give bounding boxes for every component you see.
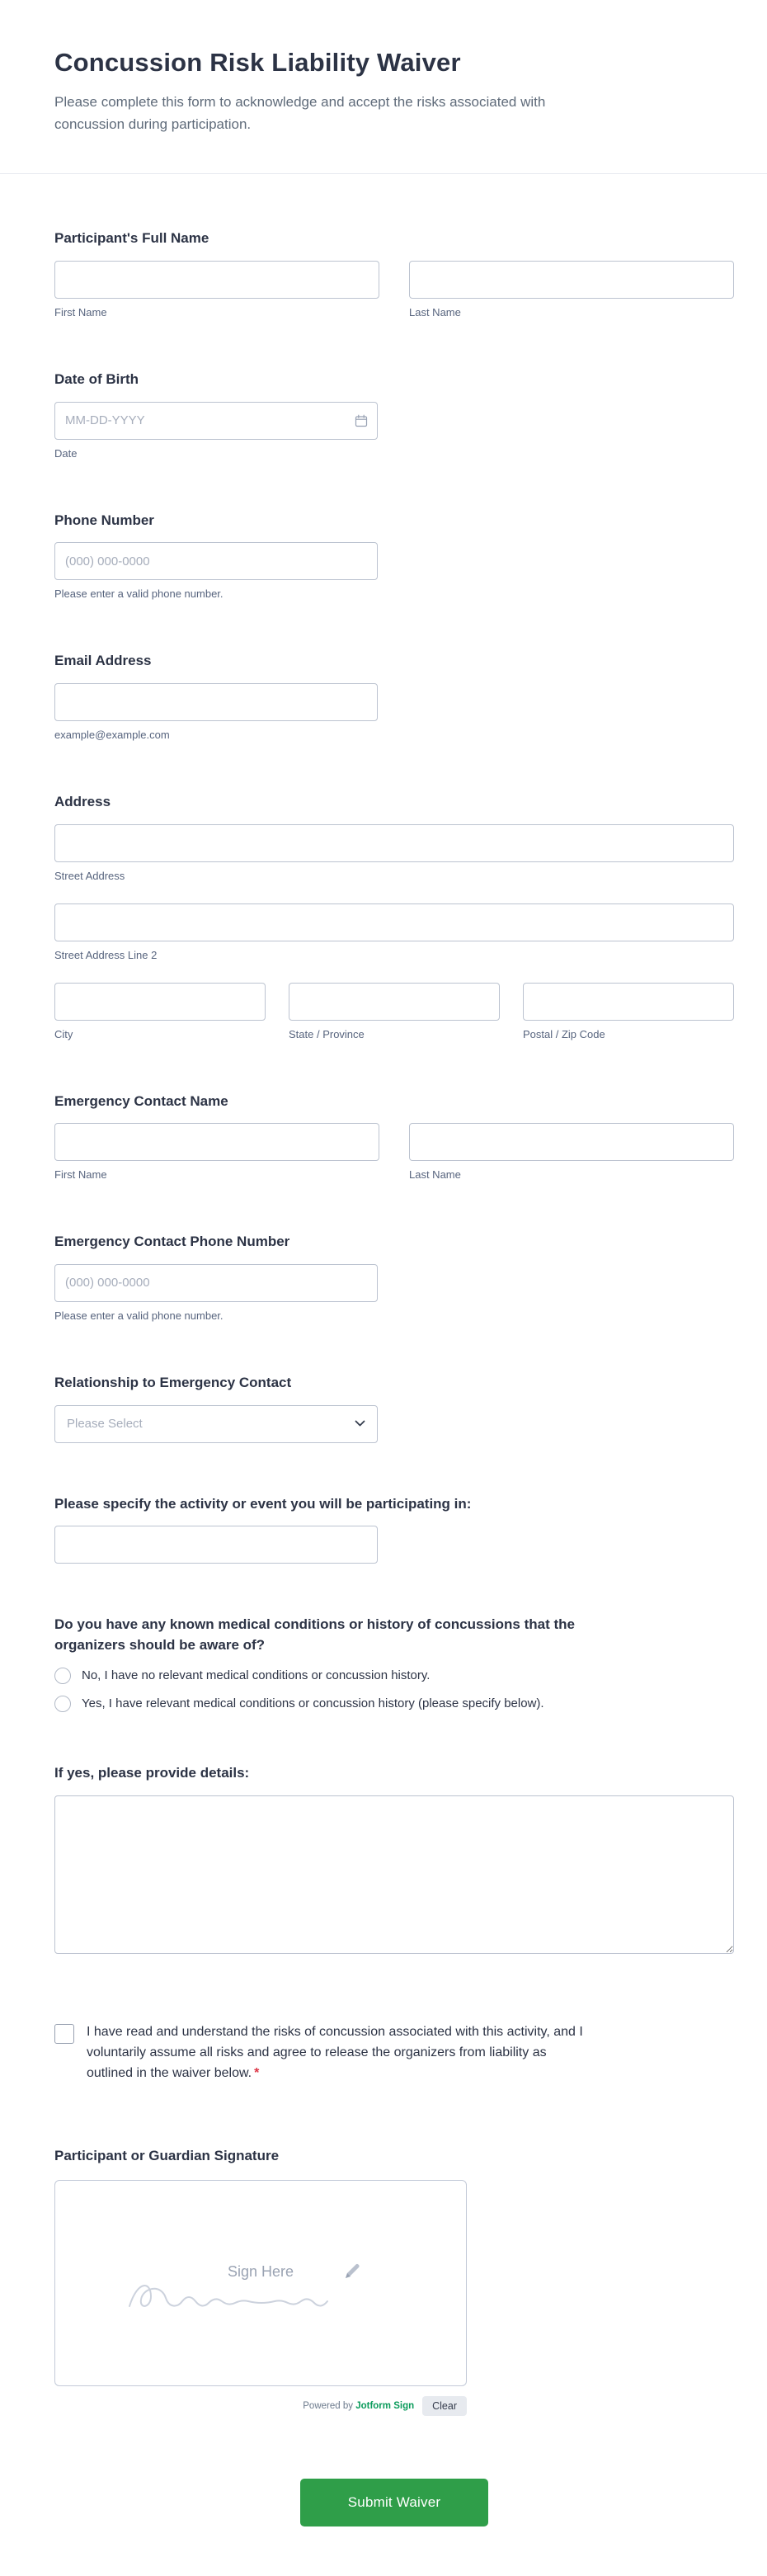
emergency-first-name-input[interactable] xyxy=(54,1123,379,1161)
state-input[interactable] xyxy=(289,983,500,1021)
street-address-field xyxy=(54,824,734,882)
full-name-label: Participant's Full Name xyxy=(54,230,209,247)
relationship-select[interactable] xyxy=(54,1405,378,1443)
last-name-sublabel: Last Name xyxy=(409,306,461,319)
emergency-last-name-field xyxy=(409,1123,734,1181)
relationship-select-value: Please Select xyxy=(67,1417,143,1431)
form-body xyxy=(0,174,767,2576)
zip-field xyxy=(523,983,734,1040)
email-label: Email Address xyxy=(54,653,152,669)
medical-option-no[interactable] xyxy=(54,1667,734,1684)
medical-option-yes-label: Yes, I have relevant medical conditions or concussion history (please specify below). xyxy=(82,1696,544,1711)
dob-label: Date of Birth xyxy=(54,371,139,388)
emergency-name-label: Emergency Contact Name xyxy=(54,1092,228,1109)
form-title: Concussion Risk Liability Waiver xyxy=(54,48,461,77)
question-phone xyxy=(54,511,734,601)
dob-input[interactable] xyxy=(54,402,378,440)
question-relationship xyxy=(54,1373,734,1443)
details-textarea[interactable] xyxy=(54,1795,734,1954)
zip-sublabel: Postal / Zip Code xyxy=(523,1027,605,1040)
city-sublabel: City xyxy=(54,1027,73,1040)
first-name-input[interactable] xyxy=(54,261,379,299)
submit-row xyxy=(54,2479,734,2543)
emergency-phone-helper: Please enter a valid phone number. xyxy=(54,1309,224,1322)
state-sublabel: State / Province xyxy=(289,1027,365,1040)
phone-helper: Please enter a valid phone number. xyxy=(54,587,224,601)
medical-option-no-label: No, I have no relevant medical conditions or concussion history. xyxy=(82,1668,431,1683)
emergency-first-name-field xyxy=(54,1123,379,1181)
emergency-last-name-sublabel: Last Name xyxy=(409,1168,461,1182)
question-email xyxy=(54,651,734,741)
first-name-sublabel: First Name xyxy=(54,306,107,319)
question-emergency-phone xyxy=(54,1232,734,1322)
email-helper: example@example.com xyxy=(54,728,170,741)
phone-label: Phone Number xyxy=(54,512,154,528)
first-name-field xyxy=(54,261,379,318)
chevron-down-icon xyxy=(355,1420,365,1427)
street-address-input[interactable] xyxy=(54,824,734,862)
details-label: If yes, please provide details: xyxy=(54,1765,250,1781)
form-header xyxy=(0,0,767,174)
question-date-of-birth xyxy=(54,370,734,460)
activity-label: Please specify the activity or event you will be participating in: xyxy=(54,1495,472,1512)
address-label: Address xyxy=(54,793,111,809)
full-name-fields xyxy=(54,261,734,318)
street-address2-input[interactable] xyxy=(54,903,734,941)
pen-icon xyxy=(342,2262,362,2281)
last-name-field xyxy=(409,261,734,318)
consent-statement: I have read and understand the risks of concussion associated with this activity, and I voluntarily assume all risks and agree to release the organizers from liability as outlined in the waiver below. xyxy=(87,2025,583,2080)
powered-by-text xyxy=(303,2401,414,2411)
dob-sublabel: Date xyxy=(54,446,78,460)
street-address-sublabel: Street Address xyxy=(54,869,125,882)
signature-pad[interactable] xyxy=(54,2180,467,2386)
emergency-first-name-sublabel: First Name xyxy=(54,1168,107,1182)
email-input[interactable] xyxy=(54,683,378,721)
submit-button[interactable]: Submit Waiver xyxy=(300,2479,489,2526)
relationship-label: Relationship to Emergency Contact xyxy=(54,1374,292,1390)
emergency-name-fields xyxy=(54,1123,734,1181)
emergency-phone-label: Emergency Contact Phone Number xyxy=(54,1234,290,1250)
question-details xyxy=(54,1763,734,1958)
street-address2-field xyxy=(54,903,734,961)
question-medical-history xyxy=(54,1615,734,1712)
city-field xyxy=(54,983,266,1040)
emergency-last-name-input[interactable] xyxy=(409,1123,734,1161)
street-address2-sublabel: Street Address Line 2 xyxy=(54,948,158,961)
required-asterisk: * xyxy=(254,2065,260,2080)
jotform-sign-brand: Jotform Sign xyxy=(355,2401,415,2412)
emergency-phone-input[interactable] xyxy=(54,1264,378,1302)
zip-input[interactable] xyxy=(523,983,734,1021)
signature-label: Participant or Guardian Signature xyxy=(54,2148,280,2164)
city-input[interactable] xyxy=(54,983,266,1021)
question-address xyxy=(54,792,734,1040)
last-name-input[interactable] xyxy=(409,261,734,299)
dob-field xyxy=(54,402,378,440)
activity-input[interactable] xyxy=(54,1526,378,1564)
sign-here-text: Sign Here xyxy=(227,2263,294,2281)
question-full-name xyxy=(54,229,734,318)
state-field xyxy=(289,983,500,1040)
form-subtitle: Please complete this form to acknowledge and accept the risks associated with concussion during participation. xyxy=(54,94,546,133)
clear-signature-button[interactable]: Clear xyxy=(422,2396,467,2416)
radio-icon[interactable] xyxy=(54,1696,71,1712)
medical-option-yes[interactable] xyxy=(54,1695,734,1712)
question-emergency-name xyxy=(54,1092,734,1182)
phone-input[interactable] xyxy=(54,542,378,580)
question-activity xyxy=(54,1494,734,1564)
question-signature xyxy=(54,2146,734,2416)
radio-icon[interactable] xyxy=(54,1668,71,1684)
signature-footer xyxy=(54,2396,467,2416)
powered-by-label: Powered by xyxy=(303,2401,353,2412)
consent-checkbox[interactable] xyxy=(54,2024,74,2044)
medical-history-label: Do you have any known medical conditions or history of concussions that the organizers should be aware of? xyxy=(54,1616,575,1653)
calendar-icon[interactable] xyxy=(355,414,368,427)
consent-text xyxy=(87,2022,594,2083)
question-consent xyxy=(54,2022,632,2083)
city-state-zip-row xyxy=(54,983,734,1040)
